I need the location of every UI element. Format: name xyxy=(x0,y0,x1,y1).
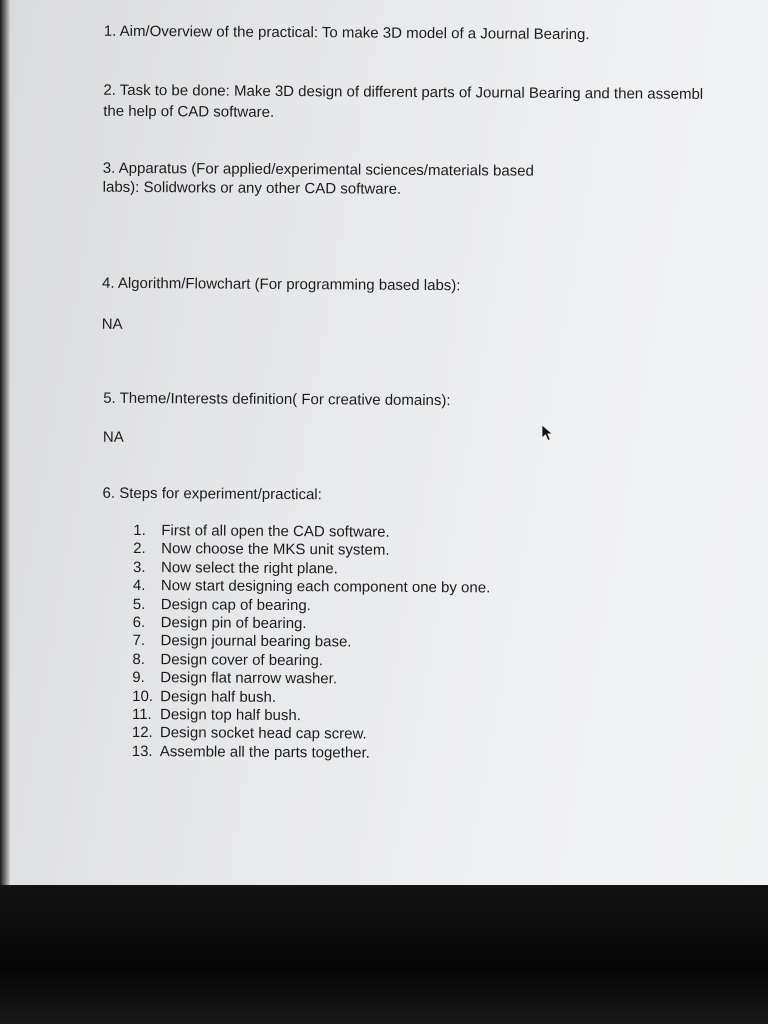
list-item xyxy=(132,743,490,764)
section-algorithm-value: NA xyxy=(101,315,123,333)
step-number: 8. xyxy=(132,650,145,668)
list-item xyxy=(132,724,490,745)
step-number: 9. xyxy=(132,669,145,687)
section-apparatus-line1: 3. Apparatus (For applied/experimental sciences/materials based xyxy=(102,159,534,180)
list-item xyxy=(133,596,491,617)
step-text: Now start designing each component one by one. xyxy=(160,577,491,597)
step-text: Now choose the MKS unit system. xyxy=(161,540,390,560)
step-text: Assemble all the parts together. xyxy=(159,742,370,762)
step-text: Design socket head cap screw. xyxy=(159,724,367,743)
step-number: 11. xyxy=(131,705,152,723)
step-number: 7. xyxy=(132,632,146,650)
step-text: Now select the right plane. xyxy=(160,558,338,578)
section-task-line1: 2. Task to be done: Make 3D design of different parts of Journal Bearing and then assembl xyxy=(103,81,704,103)
step-number: 13. xyxy=(131,742,153,760)
section-task-line2: the help of CAD software. xyxy=(103,102,275,121)
list-item xyxy=(133,559,491,580)
list-item xyxy=(132,669,490,690)
step-number: 2. xyxy=(133,540,146,558)
section-aim: 1. Aim/Overview of the practical: To make 3D model of a Journal Bearing. xyxy=(103,22,590,44)
list-item xyxy=(132,687,490,708)
list-item xyxy=(132,706,490,727)
section-algorithm-heading: 4. Algorithm/Flowchart (For programming based labs): xyxy=(101,274,461,295)
step-number: 10. xyxy=(132,687,154,705)
step-text: Design journal bearing base. xyxy=(160,632,352,651)
section-theme-value: NA xyxy=(102,428,124,446)
step-number: 5. xyxy=(132,595,146,613)
step-number: 12. xyxy=(131,724,153,742)
step-text: Design cap of bearing. xyxy=(160,595,311,614)
step-number: 1. xyxy=(133,521,146,540)
mouse-pointer-icon xyxy=(541,424,555,442)
step-text: Design top half bush. xyxy=(159,706,302,725)
step-text: Design half bush. xyxy=(160,687,277,706)
step-number: 3. xyxy=(132,558,146,576)
step-number: 6. xyxy=(132,613,146,631)
list-item xyxy=(133,540,491,561)
step-number: 4. xyxy=(132,577,146,595)
list-item xyxy=(133,577,491,598)
section-theme-heading: 5. Theme/Interests definition( For creative domains): xyxy=(103,389,451,410)
section-steps-heading: 6. Steps for experiment/practical: xyxy=(102,484,322,504)
list-item xyxy=(133,614,491,635)
list-item xyxy=(132,632,490,653)
step-text: Design pin of bearing. xyxy=(160,614,307,633)
step-text: First of all open the CAD software. xyxy=(161,522,390,541)
step-text: Design flat narrow washer. xyxy=(160,669,338,688)
section-apparatus-line2: labs): Solidworks or any other CAD software. xyxy=(102,178,402,198)
list-item xyxy=(133,522,491,543)
list-item xyxy=(132,651,490,672)
steps-list xyxy=(132,522,491,764)
step-text: Design cover of bearing. xyxy=(160,650,324,670)
monitor-bottom-bezel xyxy=(0,885,768,1024)
